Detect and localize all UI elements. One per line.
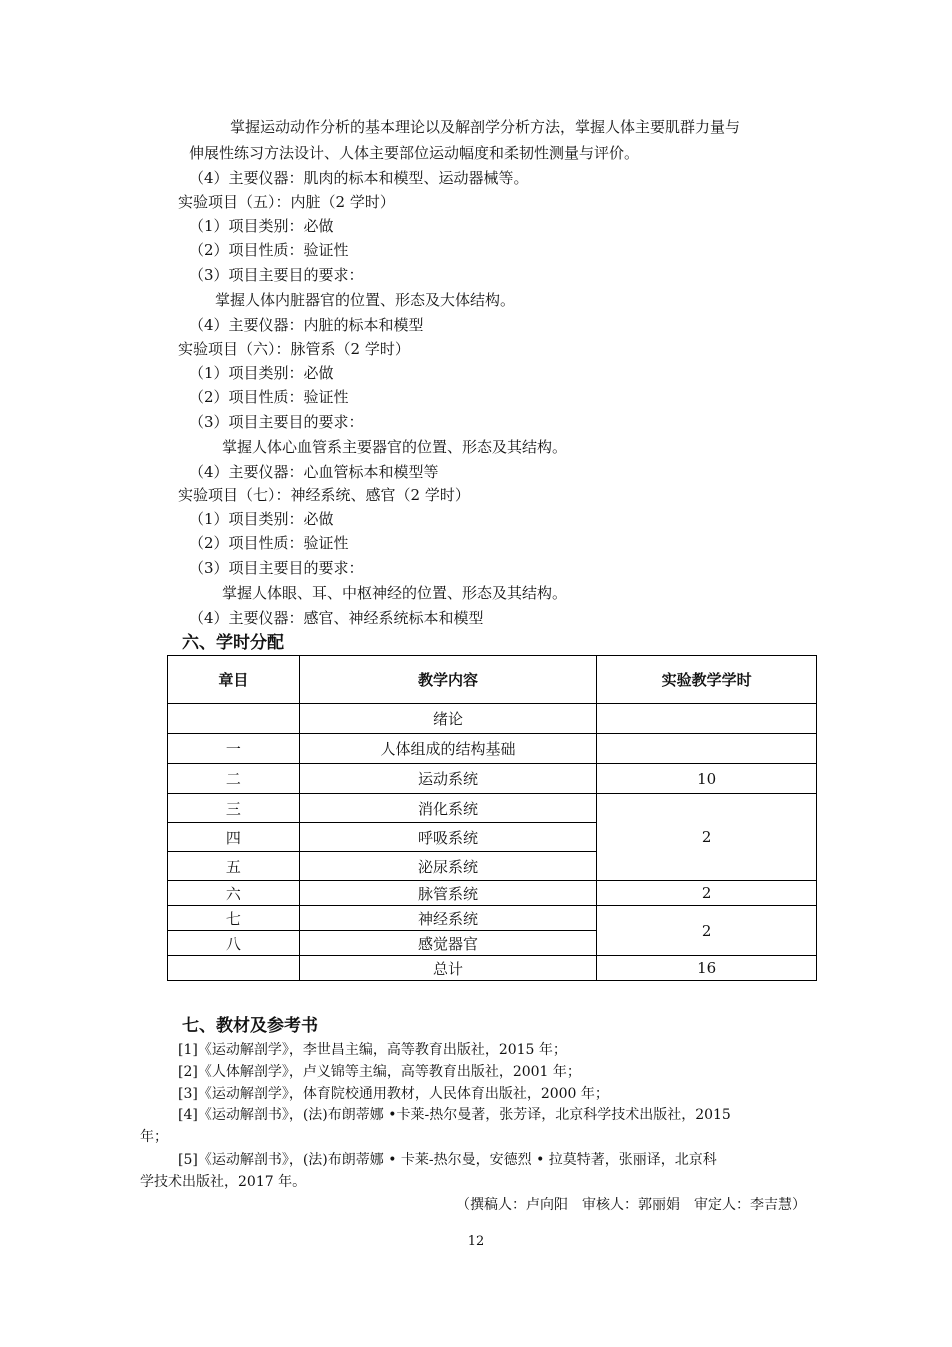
chapter-cell: 二 xyxy=(168,764,300,794)
body-line: 掌握人体内脏器官的位置、形态及大体结构。 xyxy=(215,291,516,309)
table-row xyxy=(168,881,817,906)
chapter-cell xyxy=(168,704,300,734)
table-row xyxy=(168,794,817,823)
experiment-title: 实验项目（五）：内脏（2 学时） xyxy=(178,193,395,211)
table-row xyxy=(168,704,817,734)
hours-cell: 2 xyxy=(597,906,817,956)
reference-item: [1]《运动解剖学》，李世昌主编，高等教育出版社，2015 年； xyxy=(178,1042,567,1058)
table-row xyxy=(168,956,817,981)
body-line: （4）主要仪器：感官、神经系统标本和模型 xyxy=(189,609,484,627)
body-line: （2）项目性质：验证性 xyxy=(189,241,349,259)
reference-item: [2]《人体解剖学》，卢义锦等主编，高等教育出版社，2001 年； xyxy=(178,1064,581,1080)
body-line: （4）主要仪器：心血管标本和模型等 xyxy=(189,463,439,481)
chapter-cell: 五 xyxy=(168,852,300,881)
table-header: 章目 xyxy=(168,656,300,704)
section-heading: 六、学时分配 xyxy=(182,633,284,653)
page-number: 12 xyxy=(467,1234,485,1249)
body-line: （3）项目主要目的要求： xyxy=(189,559,364,577)
hours-cell: 2 xyxy=(597,881,817,906)
chapter-cell: 四 xyxy=(168,823,300,852)
reference-item: [5]《运动解剖书》，(法)布朗蒂娜 • 卡莱-热尔曼，安德烈 • 拉莫特著，张丽译，北京科 xyxy=(178,1152,717,1168)
table-row xyxy=(168,906,817,931)
body-line: 掌握人体眼、耳、中枢神经的位置、形态及其结构。 xyxy=(222,584,568,602)
content-cell: 消化系统 xyxy=(299,794,597,823)
body-line: （2）项目性质：验证性 xyxy=(189,534,349,552)
chapter-cell: 三 xyxy=(168,794,300,823)
reference-item: [4]《运动解剖书》，(法)布朗蒂娜 •卡莱-热尔曼著，张芳译，北京科学技术出版社，2015 xyxy=(178,1107,731,1123)
body-line: （2）项目性质：验证性 xyxy=(189,388,349,406)
content-cell: 呼吸系统 xyxy=(299,823,597,852)
content-cell: 泌尿系统 xyxy=(299,852,597,881)
body-line: 掌握人体心血管系主要器官的位置、形态及其结构。 xyxy=(222,438,568,456)
body-line: （4）主要仪器：肌肉的标本和模型、运动器械等。 xyxy=(189,169,529,187)
hours-cell xyxy=(597,734,817,764)
content-cell: 神经系统 xyxy=(299,906,597,931)
body-line: 伸展性练习方法设计、人体主要部位运动幅度和柔韧性测量与评价。 xyxy=(189,144,640,162)
hours-cell: 16 xyxy=(597,956,817,981)
chapter-cell: 六 xyxy=(168,881,300,906)
table-header: 实验教学学时 xyxy=(597,656,817,704)
hours-table xyxy=(167,655,817,981)
table-row xyxy=(168,734,817,764)
table-row xyxy=(168,764,817,794)
body-line: （1）项目类别：必做 xyxy=(189,217,334,235)
body-line: （1）项目类别：必做 xyxy=(189,510,334,528)
reference-item: 学技术出版社，2017 年。 xyxy=(140,1174,307,1190)
chapter-cell: 七 xyxy=(168,906,300,931)
signature-line: （撰稿人：卢向阳 审核人：郭丽娟 审定人：李吉慧） xyxy=(456,1197,806,1213)
body-line: （4）主要仪器：内脏的标本和模型 xyxy=(189,316,424,334)
reference-item: 年； xyxy=(140,1129,168,1145)
reference-item: [3]《运动解剖学》，体育院校通用教材，人民体育出版社，2000 年； xyxy=(178,1086,609,1102)
content-cell: 运动系统 xyxy=(299,764,597,794)
hours-cell xyxy=(597,704,817,734)
hours-cell: 10 xyxy=(597,764,817,794)
content-cell: 感觉器官 xyxy=(299,931,597,956)
section-heading: 七、教材及参考书 xyxy=(182,1016,318,1036)
content-cell: 人体组成的结构基础 xyxy=(299,734,597,764)
body-line: （3）项目主要目的要求： xyxy=(189,266,364,284)
hours-cell: 2 xyxy=(597,794,817,881)
content-cell: 脉管系统 xyxy=(299,881,597,906)
chapter-cell: 一 xyxy=(168,734,300,764)
table-header: 教学内容 xyxy=(299,656,597,704)
content-cell: 绪论 xyxy=(299,704,597,734)
body-line: 掌握运动动作分析的基本理论以及解剖学分析方法，掌握人体主要肌群力量与 xyxy=(230,118,741,136)
experiment-title: 实验项目（七）：神经系统、感官（2 学时） xyxy=(178,486,470,504)
chapter-cell xyxy=(168,956,300,981)
body-line: （3）项目主要目的要求： xyxy=(189,413,364,431)
body-line: （1）项目类别：必做 xyxy=(189,364,334,382)
content-cell: 总计 xyxy=(299,956,597,981)
experiment-title: 实验项目（六）：脉管系（2 学时） xyxy=(178,340,410,358)
chapter-cell: 八 xyxy=(168,931,300,956)
